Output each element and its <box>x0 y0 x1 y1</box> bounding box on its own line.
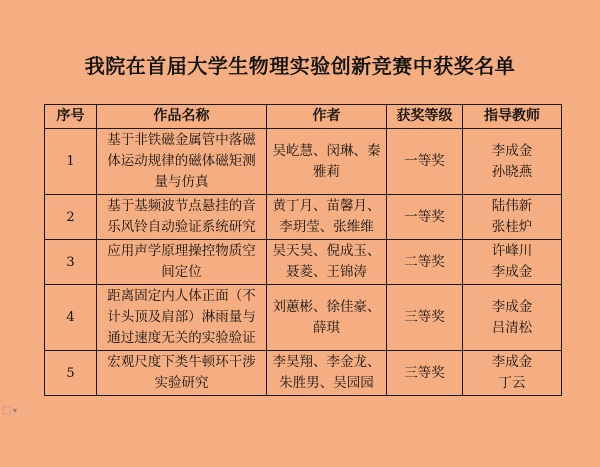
authors-line: 雅莉 <box>313 163 340 180</box>
authors-line: 吴屹慧、闵琳、秦 <box>272 142 381 159</box>
authors <box>267 351 387 396</box>
teacher-name: 李成金 <box>491 298 533 315</box>
teachers <box>463 240 562 285</box>
header-authors: 作者 <box>267 105 387 129</box>
teacher-name: 李成金 <box>491 142 533 159</box>
authors-line: 李昊翔、李金龙、 <box>272 354 381 370</box>
authors-line: 朱胜男、吴园园 <box>279 375 374 391</box>
header-row <box>45 105 562 129</box>
teacher-name: 吕清松 <box>491 319 533 336</box>
teacher-name: 陆伟新 <box>491 198 533 214</box>
award-level: 三等奖 <box>387 351 463 396</box>
authors <box>267 129 387 195</box>
header-number: 序号 <box>45 105 97 129</box>
teacher-name: 丁云 <box>498 375 526 391</box>
authors <box>267 195 387 240</box>
teacher-name: 孙晓燕 <box>491 163 533 180</box>
authors-line: 黄丁月、苗馨月、 <box>272 198 381 214</box>
teachers <box>463 129 562 195</box>
authors <box>267 240 387 285</box>
award-level: 一等奖 <box>387 129 463 195</box>
work-title-line: 基于非铁磁金属管中落磁 <box>107 132 256 148</box>
work-title-line: 实验研究 <box>154 375 209 391</box>
teacher-name: 许峰川 <box>491 243 533 259</box>
work-title-line: 体运动规律的磁体磁矩测 <box>107 153 256 169</box>
row-number: 2 <box>45 195 97 240</box>
work-title-line: 距离固定内人体正面（不 <box>107 288 256 304</box>
resize-handle-icon[interactable]: ⬚ <box>2 405 12 416</box>
teachers <box>463 351 562 396</box>
authors-line: 刘蕙彬、徐佳豪、 <box>272 298 381 315</box>
header-teachers: 指导教师 <box>463 105 562 129</box>
authors <box>267 285 387 351</box>
document-title: 我院在首届大学生物理实验创新竞赛中获奖名单 <box>84 54 516 78</box>
teachers <box>463 285 562 351</box>
teacher-name: 李成金 <box>491 264 533 280</box>
award-table <box>44 104 562 396</box>
row-number: 5 <box>45 351 97 396</box>
work-title <box>97 285 267 351</box>
work-title-line: 基于基频波节点悬挂的音 <box>107 198 256 214</box>
table-row <box>45 351 562 396</box>
work-title-line: 通过速度无关的实验验证 <box>107 330 256 346</box>
work-title-line: 应用声学原理操控物质空 <box>107 243 256 259</box>
authors-line: 聂菱、王锦涛 <box>286 264 367 280</box>
table-row <box>45 285 562 351</box>
teachers <box>463 195 562 240</box>
row-number: 3 <box>45 240 97 285</box>
work-title-line: 间定位 <box>161 264 202 280</box>
authors-line: 李玥莹、张维维 <box>279 219 374 235</box>
work-title <box>97 129 267 195</box>
table-row <box>45 129 562 195</box>
teacher-name: 张桂炉 <box>491 219 533 235</box>
award-level: 一等奖 <box>387 195 463 240</box>
award-level: 二等奖 <box>387 240 463 285</box>
table-row <box>45 240 562 285</box>
row-number: 4 <box>45 285 97 351</box>
work-title-line: 量与仿真 <box>154 174 209 190</box>
teacher-name: 李成金 <box>491 354 533 370</box>
header-work: 作品名称 <box>97 105 267 129</box>
work-title-line: 宏观尺度下类牛顿环干涉 <box>107 354 256 370</box>
work-title <box>97 351 267 396</box>
row-number: 1 <box>45 129 97 195</box>
authors-line: 吴天昊、倪成玉、 <box>272 243 381 259</box>
work-title-line: 计头顶及肩部）淋雨量与 <box>107 309 256 325</box>
award-level: 三等奖 <box>387 285 463 351</box>
work-title <box>97 240 267 285</box>
work-title <box>97 195 267 240</box>
table-row <box>45 195 562 240</box>
authors-line: 薛琪 <box>313 319 340 336</box>
header-level: 获奖等级 <box>387 105 463 129</box>
work-title-line: 乐风铃自动验证系统研究 <box>107 219 256 235</box>
chevron-down-icon[interactable]: ▾ <box>13 406 18 415</box>
